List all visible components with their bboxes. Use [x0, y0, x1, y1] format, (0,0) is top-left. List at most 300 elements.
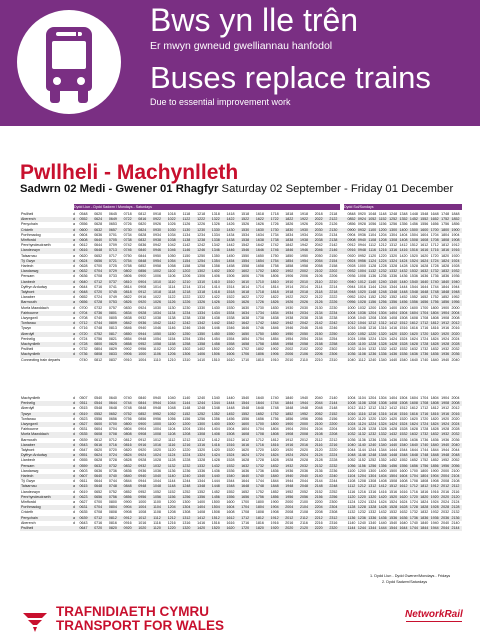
time-cell: 1540 — [389, 520, 398, 525]
time-cell: 1540 — [399, 357, 408, 362]
time-cell: 2140 — [314, 474, 323, 478]
time-cell: 2028 — [451, 427, 460, 432]
time-cell: 0844 — [123, 479, 132, 484]
time-cell: 0817 — [108, 331, 117, 336]
time-cell: 2130 — [329, 227, 338, 232]
station-name: Dyffryn Ardudwy — [21, 453, 48, 458]
time-cell: 1100 — [368, 227, 377, 232]
arr-dep-flag: a — [73, 406, 75, 411]
time-cell: 0752 — [108, 489, 117, 494]
time-cell: 0848 — [138, 258, 147, 263]
time-cell: 1458 — [226, 264, 235, 268]
time-cell: 1840 — [430, 442, 439, 447]
time-cell: 1704 — [255, 427, 264, 432]
time-cell: 0908 — [347, 238, 356, 242]
time-cell: 1308 — [378, 401, 387, 406]
time-cell: 1134 — [167, 310, 176, 315]
time-cell: 1908 — [451, 238, 460, 242]
time-cell: 1304 — [197, 427, 206, 432]
time-cell: 2202 — [329, 269, 338, 274]
time-cell: 2000 — [441, 468, 450, 473]
time-cell: 1324 — [389, 258, 398, 263]
arr-dep-flag: d — [73, 227, 75, 232]
time-cell: 0756 — [94, 336, 103, 341]
time-cell: 1734 — [270, 232, 279, 237]
time-cell: 1306 — [182, 352, 191, 357]
time-cell: 1926 — [285, 300, 294, 305]
time-cell: 0624 — [79, 258, 88, 263]
time-cell: 1814 — [270, 284, 279, 289]
time-cell: 1518 — [241, 212, 250, 216]
time-cell: 2152 — [329, 411, 338, 416]
station-name: Harlech — [21, 264, 34, 268]
time-cell: 1212 — [368, 321, 377, 326]
time-cell: 1156 — [378, 222, 387, 227]
time-cell: 2254 — [329, 336, 338, 341]
time-cell: 1934 — [285, 310, 294, 315]
time-cell: 1742 — [270, 243, 279, 248]
time-cell: 2010 — [285, 357, 294, 362]
station-name: Pwllheli — [21, 347, 34, 352]
time-cell: 1712 — [420, 406, 429, 411]
arr-dep-flag: d — [73, 295, 75, 300]
time-cell: 1936 — [430, 515, 439, 520]
time-cell: 1128 — [368, 264, 377, 268]
arr-dep-flag: d — [73, 479, 75, 484]
route-title: Pwllheli - Machynlleth — [20, 161, 239, 184]
time-cell: 1300 — [197, 422, 206, 426]
time-cell: 0936 — [347, 274, 356, 279]
time-cell: 1142 — [167, 321, 176, 326]
time-cell: 2012 — [451, 321, 460, 326]
time-cell: 1332 — [378, 432, 387, 437]
arr-dep-flag: d — [73, 463, 75, 468]
time-cell: 1052 — [167, 411, 176, 416]
time-cell: 0753 — [108, 300, 117, 305]
time-cell: 1706 — [255, 274, 264, 279]
arr-dep-flag: d — [73, 510, 75, 515]
time-cell: 1828 — [441, 264, 450, 268]
time-cell: 0627 — [79, 500, 88, 504]
time-cell: 1942 — [300, 243, 308, 248]
time-cell: 1116 — [368, 248, 377, 253]
time-cell: 1744 — [409, 526, 418, 530]
time-cell: 1100 — [167, 422, 176, 426]
time-cell: 2036 — [451, 352, 460, 357]
time-cell: 1228 — [368, 427, 377, 432]
time-cell: 0828 — [138, 232, 147, 237]
time-cell: 0900 — [123, 500, 132, 504]
time-cell: 1146 — [182, 248, 191, 253]
time-cell: 1718 — [255, 290, 264, 294]
time-cell: 1154 — [182, 258, 191, 263]
time-cell: 2038 — [314, 238, 323, 242]
time-cell: 0700 — [108, 422, 117, 426]
time-cell: 1502 — [211, 347, 220, 352]
time-cell: 1512 — [226, 437, 235, 442]
time-cell: 1900 — [451, 227, 460, 232]
time-cell: 0904 — [123, 505, 132, 510]
time-cell: 1718 — [270, 212, 279, 216]
time-cell: 1236 — [368, 437, 377, 442]
time-cell: 0804 — [108, 505, 117, 510]
time-cell: 1740 — [255, 474, 264, 478]
time-cell: 1054 — [167, 258, 176, 263]
time-cell: 0837 — [108, 357, 117, 362]
time-cell: 0836 — [123, 468, 132, 473]
time-cell: 2234 — [329, 310, 338, 315]
time-cell: 0748 — [108, 484, 117, 489]
time-cell: 0734 — [123, 232, 132, 237]
time-cell: 1248 — [197, 406, 206, 411]
time-cell: 1448 — [226, 406, 235, 411]
time-cell: 2114 — [314, 284, 323, 289]
time-cell: 1328 — [378, 427, 387, 432]
time-cell: 1108 — [153, 510, 161, 515]
time-cell: 1816 — [270, 442, 279, 447]
time-cell: 1220 — [167, 526, 176, 530]
time-cell: 1416 — [211, 442, 220, 447]
time-cell: 0944 — [138, 479, 147, 484]
date-range-english: Saturday 02 September - Friday 01 December — [221, 183, 454, 195]
time-cell: 0544 — [94, 401, 103, 406]
time-cell: 1216 — [182, 442, 191, 447]
time-cell: 0744 — [94, 321, 103, 326]
time-cell: 0754 — [123, 258, 132, 263]
time-cell: 0709 — [108, 243, 117, 248]
time-cell: 1048 — [153, 484, 161, 489]
arr-dep-flag: d — [73, 520, 75, 525]
time-cell: 1016 — [347, 326, 356, 331]
time-cell: 2014 — [300, 284, 308, 289]
time-cell: 1548 — [226, 484, 235, 489]
time-cell: 0548 — [94, 406, 103, 411]
time-cell: 0648 — [94, 248, 103, 253]
time-cell: 1138 — [182, 238, 191, 242]
time-cell: 1842 — [285, 243, 294, 248]
time-cell: 1432 — [389, 432, 398, 437]
time-cell: 1140 — [167, 474, 176, 478]
time-cell: 0948 — [357, 248, 366, 253]
time-cell: 1836 — [441, 274, 450, 279]
time-cell: 1328 — [378, 342, 387, 346]
time-cell: 1324 — [378, 422, 387, 426]
time-cell: 1944 — [285, 479, 294, 484]
time-cell: 1222 — [197, 217, 206, 222]
time-cell: 1734 — [255, 310, 264, 315]
time-cell: 1324 — [197, 453, 206, 458]
time-cell: 1800 — [420, 468, 429, 473]
arr-dep-flag: a — [73, 484, 75, 489]
time-cell: 1224 — [368, 336, 377, 341]
time-cell: 0856 — [138, 269, 147, 274]
time-cell: 2154 — [314, 336, 323, 341]
time-cell: 2100 — [314, 422, 323, 426]
time-cell: 1602 — [226, 347, 235, 352]
time-cell: 1902 — [270, 347, 279, 352]
time-cell: 0912 — [138, 290, 147, 294]
time-cell: 1536 — [389, 515, 398, 520]
time-cell: 1046 — [167, 248, 176, 253]
time-cell: 1740 — [420, 357, 429, 362]
time-cell: 1028 — [347, 427, 356, 432]
time-cell: 1412 — [389, 406, 398, 411]
time-cell: 1912 — [441, 406, 450, 411]
time-cell: 1500 — [211, 500, 220, 504]
time-cell: 0942 — [153, 243, 161, 248]
time-cell: 1412 — [211, 437, 220, 442]
time-cell: 1316 — [378, 411, 387, 416]
time-cell: 1540 — [409, 279, 418, 284]
time-cell: 0732 — [108, 463, 117, 468]
time-cell: 2030 — [314, 227, 323, 232]
time-cell: 1544 — [399, 448, 408, 452]
station-name: Llwyngwril — [21, 422, 38, 426]
time-cell: 2042 — [300, 321, 308, 326]
time-cell: 1454 — [211, 336, 220, 341]
arr-dep-flag: a — [73, 284, 75, 289]
time-cell: 1704 — [420, 396, 429, 400]
time-cell: 1440 — [211, 474, 220, 478]
time-cell: 1308 — [368, 479, 377, 484]
time-cell: 1338 — [211, 238, 220, 242]
time-cell: 1244 — [197, 401, 206, 406]
time-cell: 1554 — [226, 336, 235, 341]
time-cell: 1108 — [368, 238, 377, 242]
time-cell: 0916 — [347, 248, 356, 253]
note-1: 1. Dydd Llun - Dydd Gwener/Mondays - Fridays — [370, 574, 451, 578]
time-cell: 1810 — [255, 357, 264, 362]
time-cell: 2022 — [314, 217, 323, 222]
time-cell: 2236 — [329, 468, 338, 473]
time-cell: 0728 — [79, 342, 88, 346]
time-cell: 1832 — [441, 269, 450, 274]
time-cell: 0834 — [123, 310, 132, 315]
time-cell: 2140 — [451, 520, 460, 525]
time-cell: 1212 — [378, 243, 387, 248]
time-cell: 2320 — [329, 526, 338, 530]
time-cell: 1754 — [270, 258, 279, 263]
time-cell: 1350 — [211, 253, 220, 258]
time-cell: 1308 — [378, 316, 387, 320]
time-cell: 0812 — [123, 437, 132, 442]
time-cell: 2138 — [314, 316, 323, 320]
time-cell: 1832 — [430, 347, 439, 352]
time-cell: 0705 — [108, 238, 117, 242]
time-cell: 0612 — [94, 437, 103, 442]
time-cell: 1824 — [441, 258, 450, 263]
time-cell: 1638 — [255, 238, 264, 242]
station-name: Morfa Mawddach — [21, 305, 49, 310]
time-cell: 1844 — [430, 448, 439, 452]
time-cell: 1406 — [197, 352, 206, 357]
header-banner — [0, 0, 480, 126]
time-cell: 1516 — [409, 248, 418, 253]
time-cell: 1724 — [430, 258, 439, 263]
time-cell: 1316 — [389, 248, 398, 253]
time-cell: 1818 — [270, 290, 279, 294]
time-cell: 1040 — [357, 316, 366, 320]
time-cell: 1650 — [255, 253, 264, 258]
time-cell: 1806 — [255, 352, 264, 357]
time-cell: 1656 — [430, 222, 439, 227]
time-cell: 1804 — [430, 310, 439, 315]
time-cell: 2052 — [314, 411, 323, 416]
time-cell: 1104 — [358, 347, 366, 352]
time-cell: 1556 — [241, 416, 250, 421]
time-cell: 0722 — [123, 217, 132, 222]
time-cell: 1208 — [368, 401, 377, 406]
time-cell: 1208 — [357, 479, 366, 484]
time-cell: 1540 — [241, 396, 250, 400]
time-cell: 1800 — [255, 500, 264, 504]
time-cell: 1640 — [420, 279, 429, 284]
time-cell: 1538 — [226, 316, 235, 320]
time-cell: 1510 — [211, 357, 220, 362]
time-cell: 1904 — [270, 505, 279, 510]
time-cell: 0840 — [123, 474, 132, 478]
time-cell: 1834 — [285, 232, 294, 237]
time-cell: 0648 — [79, 290, 88, 294]
time-cell: 1020 — [153, 448, 161, 452]
time-cell: 1536 — [399, 352, 408, 357]
time-cell: 1632 — [409, 432, 418, 437]
time-cell: 2150 — [314, 331, 323, 336]
arr-dep-flag: d — [73, 432, 75, 437]
time-cell: 1608 — [420, 238, 429, 242]
time-cell: 0708 — [108, 432, 117, 437]
time-cell: 1040 — [347, 442, 356, 447]
time-cell: 1952 — [300, 411, 308, 416]
time-cell: 1624 — [409, 422, 418, 426]
time-cell: 1454 — [226, 258, 235, 263]
time-cell: 1858 — [270, 342, 279, 346]
time-cell: 0535 — [79, 432, 88, 437]
time-cell: 2150 — [329, 253, 338, 258]
time-cell: 1934 — [300, 232, 308, 237]
time-cell: 0604 — [94, 427, 103, 432]
time-cell: 1838 — [285, 238, 294, 242]
station-name: Pensarn — [21, 463, 35, 468]
time-cell: 1444 — [399, 284, 408, 289]
time-cell: 0924 — [138, 453, 147, 458]
time-cell: 1356 — [389, 300, 398, 305]
time-cell: 1740 — [430, 279, 439, 284]
time-cell: 1936 — [441, 352, 450, 357]
time-cell: 1826 — [285, 222, 294, 227]
time-cell: 1600 — [226, 500, 235, 504]
time-cell: 1148 — [167, 484, 176, 489]
time-cell: 0616 — [79, 248, 88, 253]
time-cell: 2040 — [314, 396, 323, 400]
time-cell: 1110 — [153, 357, 161, 362]
time-cell: 1018 — [153, 290, 161, 294]
time-cell: 0543 — [79, 442, 88, 447]
time-cell: 0652 — [94, 253, 103, 258]
time-cell: 1904 — [441, 310, 450, 315]
time-cell: 1634 — [255, 232, 264, 237]
time-cell: 1908 — [430, 479, 439, 484]
arr-dep-flag: d — [73, 248, 75, 253]
time-cell: 1206 — [167, 352, 176, 357]
time-cell: 1014 — [153, 284, 161, 289]
time-cell: 1256 — [182, 494, 191, 499]
time-cell: 2112 — [451, 484, 460, 489]
arr-dep-flag: d — [73, 279, 75, 284]
time-cell: 0740 — [79, 357, 88, 362]
time-cell: 1940 — [285, 474, 294, 478]
time-cell: 1904 — [285, 427, 294, 432]
time-cell: 1004 — [138, 357, 147, 362]
time-cell: 1532 — [389, 510, 398, 515]
time-cell: 1628 — [420, 264, 429, 268]
tfw-logo-icon — [20, 605, 50, 635]
time-cell: 0552 — [79, 217, 88, 222]
time-cell: 2020 — [451, 416, 460, 421]
arr-dep-flag: d — [73, 401, 75, 406]
time-cell: 1236 — [378, 274, 387, 279]
time-cell: 1056 — [167, 416, 176, 421]
time-cell: 1742 — [255, 321, 264, 326]
south-row — [20, 358, 462, 363]
time-cell: 2056 — [451, 463, 460, 468]
time-cell: 1928 — [441, 342, 450, 346]
time-cell: 1152 — [358, 458, 366, 463]
time-cell: 1418 — [226, 212, 235, 216]
time-cell: 1656 — [409, 463, 418, 468]
time-cell: 1512 — [399, 321, 408, 326]
time-cell: 1846 — [285, 248, 294, 253]
time-cell: 1556 — [399, 463, 408, 468]
arr-dep-flag: d — [73, 458, 75, 463]
time-cell: 1024 — [347, 422, 356, 426]
time-cell: 2020 — [285, 526, 294, 530]
time-cell: 1642 — [241, 321, 250, 326]
station-name: Talsarnau — [21, 253, 37, 258]
time-cell: 1318 — [197, 290, 206, 294]
arr-dep-flag: d — [73, 274, 75, 279]
time-cell: 1230 — [182, 305, 191, 310]
time-cell: 0936 — [138, 468, 147, 473]
time-cell: 1512 — [409, 243, 418, 248]
time-cell: 1808 — [270, 432, 279, 437]
time-cell: 1136 — [167, 468, 176, 473]
time-cell: 2308 — [329, 510, 338, 515]
time-cell: 1822 — [285, 217, 294, 222]
time-cell: 1610 — [241, 279, 250, 284]
time-cell: 1550 — [241, 253, 250, 258]
time-cell: 1136 — [358, 437, 366, 442]
time-cell: 1604 — [420, 232, 429, 237]
time-cell: 1144 — [182, 401, 191, 406]
time-cell: 0608 — [94, 432, 103, 437]
time-cell: 0620 — [94, 448, 103, 452]
time-cell: 0643 — [79, 520, 88, 525]
time-cell: 1624 — [420, 258, 429, 263]
time-cell: 1530 — [241, 227, 250, 232]
time-cell: 2218 — [329, 290, 338, 294]
time-cell: 1154 — [167, 336, 176, 341]
time-cell: 0936 — [138, 321, 147, 326]
time-cell: 1708 — [430, 238, 439, 242]
time-cell: 0644 — [94, 479, 103, 484]
time-cell: 2128 — [314, 458, 323, 463]
time-cell: 2008 — [300, 432, 308, 437]
station-name: Talsarnau — [21, 484, 37, 489]
time-cell: 2028 — [451, 342, 460, 346]
time-cell: 0956 — [347, 300, 356, 305]
time-cell: 1348 — [378, 453, 387, 458]
